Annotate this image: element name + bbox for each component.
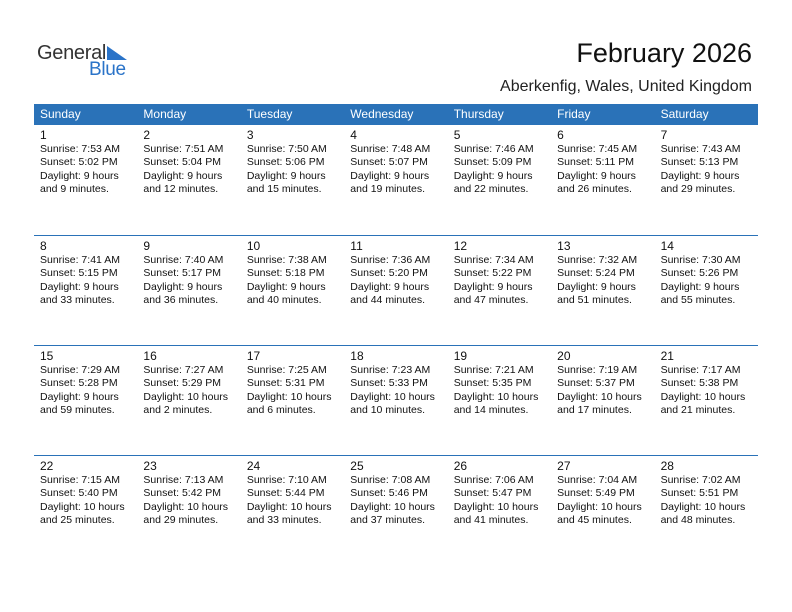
daylight-text: Daylight: 10 hours xyxy=(246,500,332,513)
daylight-minutes-text: and 21 minutes. xyxy=(660,404,736,417)
sunrise-text: Sunrise: 7:53 AM xyxy=(40,143,120,155)
sunrise-text: Sunrise: 7:40 AM xyxy=(143,254,224,266)
week-row xyxy=(34,235,758,345)
daylight-minutes-text: and 37 minutes. xyxy=(350,514,425,527)
day-cell xyxy=(344,236,447,345)
daylight-text: Daylight: 10 hours xyxy=(453,390,539,403)
day-number: 1 xyxy=(40,128,47,142)
daylight-minutes-text: and 25 minutes. xyxy=(40,514,115,527)
day-cell xyxy=(551,346,654,455)
sunset-text: Sunset: 5:20 PM xyxy=(350,267,428,280)
sunset-text: Sunset: 5:44 PM xyxy=(246,487,325,500)
page-title: February 2026 xyxy=(576,38,752,68)
sunset-text: Sunset: 5:24 PM xyxy=(557,267,635,280)
daylight-text: Daylight: 9 hours xyxy=(453,169,533,182)
location-subtitle: Aberkenfig, Wales, United Kingdom xyxy=(500,78,752,95)
sunset-text: Sunset: 5:17 PM xyxy=(143,267,222,280)
day-cell xyxy=(655,346,758,455)
sunrise-text: Sunrise: 7:06 AM xyxy=(453,474,534,486)
day-number: 16 xyxy=(143,349,157,363)
daylight-text: Daylight: 9 hours xyxy=(350,280,430,293)
sunrise-text: Sunrise: 7:23 AM xyxy=(350,364,431,376)
sunrise-text: Sunrise: 7:08 AM xyxy=(350,474,431,486)
sunset-text: Sunset: 5:13 PM xyxy=(660,156,739,169)
day-cell xyxy=(448,236,551,345)
day-cell xyxy=(551,456,654,565)
weekday-header xyxy=(34,104,758,125)
daylight-text: Daylight: 10 hours xyxy=(143,390,229,403)
day-number: 12 xyxy=(453,239,468,253)
day-cell xyxy=(551,236,654,345)
day-cell xyxy=(448,125,551,235)
daylight-text: Daylight: 10 hours xyxy=(557,390,642,403)
sunrise-text: Sunrise: 7:48 AM xyxy=(350,143,431,155)
day-cell xyxy=(241,456,344,565)
sunset-text: Sunset: 5:07 PM xyxy=(350,156,428,169)
day-cell xyxy=(655,236,758,345)
daylight-minutes-text: and 10 minutes. xyxy=(350,404,425,417)
daylight-text: Daylight: 10 hours xyxy=(557,500,642,513)
day-number: 6 xyxy=(557,128,564,142)
sunrise-text: Sunrise: 7:29 AM xyxy=(40,364,120,376)
daylight-text: Daylight: 9 hours xyxy=(143,280,223,293)
day-number: 25 xyxy=(350,459,364,473)
day-cell xyxy=(137,125,240,235)
daylight-text: Daylight: 9 hours xyxy=(557,280,636,293)
weekday-sunday: Sunday xyxy=(40,107,81,121)
daylight-minutes-text: and 6 minutes. xyxy=(246,404,316,417)
daylight-text: Daylight: 10 hours xyxy=(350,390,435,403)
weekday-tuesday: Tuesday xyxy=(246,107,293,121)
day-number: 10 xyxy=(246,239,261,253)
sunset-text: Sunset: 5:31 PM xyxy=(246,377,325,390)
daylight-text: Daylight: 10 hours xyxy=(660,500,746,513)
daylight-minutes-text: and 51 minutes. xyxy=(557,294,632,307)
sunset-text: Sunset: 5:51 PM xyxy=(660,487,739,500)
sunset-text: Sunset: 5:09 PM xyxy=(453,156,532,169)
sunset-text: Sunset: 5:47 PM xyxy=(453,487,532,500)
sunset-text: Sunset: 5:22 PM xyxy=(453,267,532,280)
daylight-minutes-text: and 47 minutes. xyxy=(453,294,529,307)
sunrise-text: Sunrise: 7:32 AM xyxy=(557,254,638,266)
daylight-text: Daylight: 9 hours xyxy=(660,169,740,182)
daylight-text: Daylight: 9 hours xyxy=(40,169,119,182)
day-cell xyxy=(551,125,654,235)
daylight-text: Daylight: 9 hours xyxy=(143,169,223,182)
day-cell xyxy=(655,125,758,235)
daylight-minutes-text: and 12 minutes. xyxy=(143,183,219,196)
daylight-minutes-text: and 15 minutes. xyxy=(246,183,322,196)
sunrise-text: Sunrise: 7:04 AM xyxy=(557,474,638,486)
sunset-text: Sunset: 5:46 PM xyxy=(350,487,428,500)
daylight-text: Daylight: 10 hours xyxy=(143,500,229,513)
daylight-text: Daylight: 10 hours xyxy=(660,390,746,403)
daylight-text: Daylight: 10 hours xyxy=(40,500,125,513)
daylight-minutes-text: and 2 minutes. xyxy=(143,404,213,417)
daylight-minutes-text: and 33 minutes. xyxy=(40,294,115,307)
sunrise-text: Sunrise: 7:51 AM xyxy=(143,143,224,155)
daylight-text: Daylight: 9 hours xyxy=(453,280,533,293)
sunrise-text: Sunrise: 7:19 AM xyxy=(557,364,638,376)
day-number: 27 xyxy=(557,459,571,473)
sunrise-text: Sunrise: 7:36 AM xyxy=(350,254,431,266)
weekday-thursday: Thursday xyxy=(453,107,504,121)
sunrise-text: Sunrise: 7:34 AM xyxy=(453,254,534,266)
daylight-minutes-text: and 40 minutes. xyxy=(246,294,322,307)
daylight-minutes-text: and 41 minutes. xyxy=(453,514,529,527)
daylight-minutes-text: and 29 minutes. xyxy=(660,183,736,196)
sunrise-text: Sunrise: 7:46 AM xyxy=(453,143,534,155)
day-number: 3 xyxy=(246,128,254,142)
sunrise-text: Sunrise: 7:10 AM xyxy=(246,474,327,486)
daylight-minutes-text: and 19 minutes. xyxy=(350,183,425,196)
sunset-text: Sunset: 5:26 PM xyxy=(660,267,739,280)
daylight-minutes-text: and 44 minutes. xyxy=(350,294,425,307)
logo-word-general: General xyxy=(37,42,107,64)
sunrise-text: Sunrise: 7:27 AM xyxy=(143,364,224,376)
sunrise-text: Sunrise: 7:50 AM xyxy=(246,143,327,155)
day-cell xyxy=(34,125,137,235)
daylight-minutes-text: and 29 minutes. xyxy=(143,514,219,527)
weekday-monday: Monday xyxy=(143,107,187,121)
day-cell xyxy=(137,346,240,455)
sunrise-text: Sunrise: 7:02 AM xyxy=(660,474,741,486)
sunrise-text: Sunrise: 7:41 AM xyxy=(40,254,120,266)
day-cell xyxy=(241,236,344,345)
day-cell xyxy=(241,125,344,235)
week-row xyxy=(34,125,758,235)
daylight-minutes-text: and 45 minutes. xyxy=(557,514,632,527)
day-number: 14 xyxy=(660,239,674,253)
sunrise-text: Sunrise: 7:21 AM xyxy=(453,364,534,376)
day-number: 9 xyxy=(143,239,151,253)
sunrise-text: Sunrise: 7:15 AM xyxy=(40,474,120,486)
day-number: 5 xyxy=(453,128,461,142)
day-number: 7 xyxy=(660,128,668,142)
daylight-text: Daylight: 9 hours xyxy=(246,280,326,293)
day-cell xyxy=(137,236,240,345)
weekday-saturday: Saturday xyxy=(660,107,709,121)
daylight-minutes-text: and 26 minutes. xyxy=(557,183,632,196)
weekday-friday: Friday xyxy=(557,107,591,121)
day-cell xyxy=(448,346,551,455)
day-cell xyxy=(655,456,758,565)
day-number: 19 xyxy=(453,349,468,363)
sunset-text: Sunset: 5:06 PM xyxy=(246,156,325,169)
day-number: 21 xyxy=(660,349,674,363)
day-number: 8 xyxy=(40,239,47,253)
day-number: 22 xyxy=(40,459,54,473)
day-cell xyxy=(34,456,137,565)
day-cell xyxy=(344,125,447,235)
calendar-body xyxy=(34,125,758,565)
logo-word-blue: Blue xyxy=(89,59,126,80)
weekday-wednesday: Wednesday xyxy=(350,107,414,121)
sunrise-text: Sunrise: 7:13 AM xyxy=(143,474,224,486)
day-number: 11 xyxy=(350,239,363,253)
sunrise-text: Sunrise: 7:25 AM xyxy=(246,364,327,376)
sunrise-text: Sunrise: 7:30 AM xyxy=(660,254,741,266)
day-number: 24 xyxy=(246,459,261,473)
sunset-text: Sunset: 5:42 PM xyxy=(143,487,222,500)
day-number: 26 xyxy=(453,459,468,473)
daylight-minutes-text: and 14 minutes. xyxy=(453,404,529,417)
day-cell xyxy=(241,346,344,455)
sunset-text: Sunset: 5:04 PM xyxy=(143,156,222,169)
daylight-text: Daylight: 9 hours xyxy=(40,280,119,293)
day-number: 2 xyxy=(143,128,151,142)
day-number: 4 xyxy=(350,128,357,142)
daylight-text: Daylight: 10 hours xyxy=(350,500,435,513)
sunset-text: Sunset: 5:02 PM xyxy=(40,156,118,169)
day-number: 23 xyxy=(143,459,157,473)
day-cell xyxy=(34,236,137,345)
day-number: 28 xyxy=(660,459,674,473)
day-cell xyxy=(448,456,551,565)
logo xyxy=(37,42,137,82)
day-number: 13 xyxy=(557,239,571,253)
daylight-text: Daylight: 9 hours xyxy=(660,280,740,293)
sunset-text: Sunset: 5:29 PM xyxy=(143,377,222,390)
daylight-text: Daylight: 9 hours xyxy=(40,390,119,403)
day-cell xyxy=(34,346,137,455)
sunset-text: Sunset: 5:35 PM xyxy=(453,377,532,390)
daylight-text: Daylight: 9 hours xyxy=(350,169,430,182)
daylight-minutes-text: and 59 minutes. xyxy=(40,404,115,417)
daylight-minutes-text: and 22 minutes. xyxy=(453,183,529,196)
sunset-text: Sunset: 5:38 PM xyxy=(660,377,739,390)
daylight-text: Daylight: 9 hours xyxy=(557,169,636,182)
day-number: 18 xyxy=(350,349,364,363)
calendar xyxy=(34,104,758,565)
daylight-minutes-text: and 48 minutes. xyxy=(660,514,736,527)
sunset-text: Sunset: 5:18 PM xyxy=(246,267,325,280)
sunrise-text: Sunrise: 7:45 AM xyxy=(557,143,638,155)
day-number: 20 xyxy=(557,349,571,363)
sunset-text: Sunset: 5:33 PM xyxy=(350,377,428,390)
daylight-text: Daylight: 10 hours xyxy=(453,500,539,513)
sunset-text: Sunset: 5:49 PM xyxy=(557,487,635,500)
day-cell xyxy=(137,456,240,565)
sunrise-text: Sunrise: 7:43 AM xyxy=(660,143,741,155)
daylight-text: Daylight: 10 hours xyxy=(246,390,332,403)
daylight-minutes-text: and 33 minutes. xyxy=(246,514,322,527)
logo-triangle-icon xyxy=(107,46,127,60)
daylight-minutes-text: and 36 minutes. xyxy=(143,294,219,307)
day-cell xyxy=(344,346,447,455)
sunrise-text: Sunrise: 7:17 AM xyxy=(660,364,741,376)
week-row xyxy=(34,455,758,565)
sunset-text: Sunset: 5:11 PM xyxy=(557,156,634,169)
day-number: 15 xyxy=(40,349,54,363)
daylight-minutes-text: and 55 minutes. xyxy=(660,294,736,307)
day-cell xyxy=(344,456,447,565)
daylight-minutes-text: and 17 minutes. xyxy=(557,404,632,417)
week-row xyxy=(34,345,758,455)
sunrise-text: Sunrise: 7:38 AM xyxy=(246,254,327,266)
daylight-minutes-text: and 9 minutes. xyxy=(40,183,109,196)
daylight-text: Daylight: 9 hours xyxy=(246,169,326,182)
sunset-text: Sunset: 5:15 PM xyxy=(40,267,118,280)
sunset-text: Sunset: 5:37 PM xyxy=(557,377,635,390)
sunset-text: Sunset: 5:28 PM xyxy=(40,377,118,390)
sunset-text: Sunset: 5:40 PM xyxy=(40,487,118,500)
day-number: 17 xyxy=(246,349,261,363)
